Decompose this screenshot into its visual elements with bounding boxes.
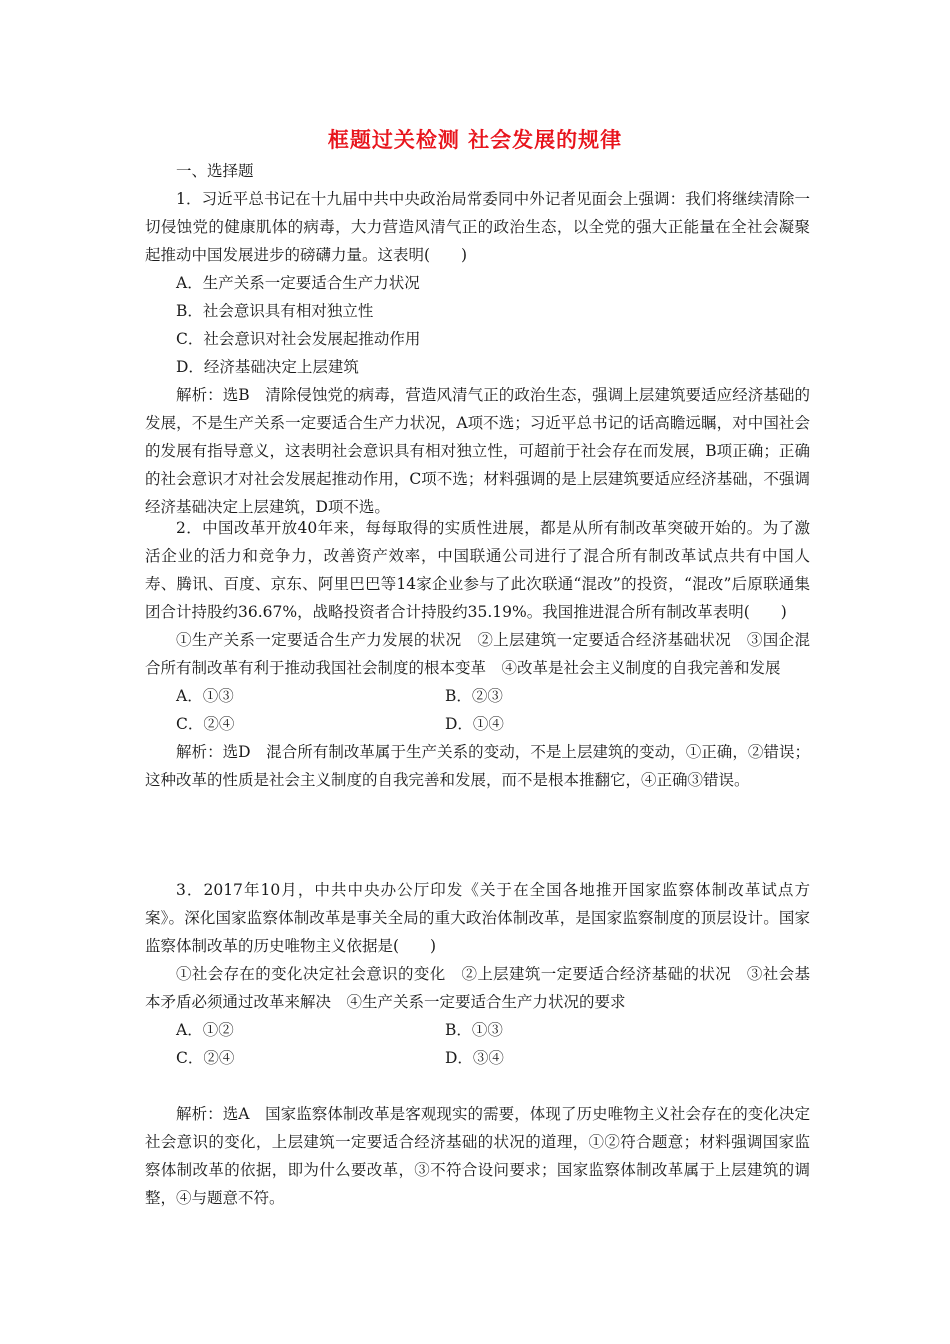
question-2-options-row-1: [145, 682, 810, 710]
question-3-option-c: C．②④: [176, 1049, 235, 1067]
question-2-option-d: D．①④: [445, 715, 504, 733]
question-3-options-row-1: [145, 1016, 810, 1044]
question-3-option-a: A．①②: [176, 1021, 234, 1039]
question-1-option-d: D．经济基础决定上层建筑: [176, 358, 359, 376]
question-1-stem: 1．习近平总书记在十九届中共中央政治局常委同中外记者见面会上强调：我们将继续清除一切侵蚀党的健康肌体的病毒，大力营造风清气正的政治生态，以全党的强大正能量在全社会凝聚起推动中国发展进步的磅礴力量。这表明( ): [145, 190, 810, 264]
question-1-analysis: 解析：选B 清除侵蚀党的病毒，营造风清气正的政治生态，强调上层建筑要适应经济基础的发展，不是生产关系一定要适合生产力状况，A项不选；习近平总书记的话高瞻远瞩，对中国社会的发展有指导意义，这表明社会意识具有相对独立性，可超前于社会存在而发展，B项正确；正确的社会意识才对社会发展起推动作用，C项不选；材料强调的是上层建筑要适应经济基础，不强调经济基础决定上层建筑，D项不选。: [145, 386, 810, 516]
question-1-option-b: B．社会意识具有相对独立性: [176, 302, 374, 320]
question-1-block: [145, 157, 810, 521]
question-2-analysis: 解析：选D 混合所有制改革属于生产关系的变动，不是上层建筑的变动，①正确，②错误；这种改革的性质是社会主义制度的自我完善和发展，而不是根本推翻它，④正确③错误。: [145, 743, 810, 789]
question-3-options-row-2: [145, 1044, 810, 1072]
question-3-option-d: D．③④: [445, 1049, 504, 1067]
page-title: 框题过关检测 社会发展的规律: [327, 128, 623, 152]
question-3-stem: 3．2017年10月，中共中央办公厅印发《关于在全国各地推开国家监察体制改革试点方案》。深化国家监察体制改革是事关全局的重大政治体制改革，是国家监察制度的顶层设计。国家监察体制改革的历史唯物主义依据是( ): [145, 881, 810, 955]
question-2-options-row-2: [145, 710, 810, 738]
question-1-option-c: C．社会意识对社会发展起推动作用: [176, 330, 421, 348]
question-2-option-a: A．①③: [176, 687, 234, 705]
question-3-option-b: B．①③: [445, 1021, 503, 1039]
question-2-statements: ①生产关系一定要适合生产力发展的状况 ②上层建筑一定要适合经济基础状况 ③国企混合所有制改革有利于推动我国社会制度的根本变革 ④改革是社会主义制度的自我完善和发展: [145, 631, 810, 677]
question-1-option-a: A．生产关系一定要适合生产力状况: [176, 274, 420, 292]
question-2-option-c: C．②④: [176, 715, 235, 733]
question-2-block: [145, 514, 810, 794]
question-3-statements: ①社会存在的变化决定社会意识的变化 ②上层建筑一定要适合经济基础的状况 ③社会基本矛盾必须通过改革来解决 ④生产关系一定要适合生产力状况的要求: [145, 965, 810, 1011]
question-2-option-b: B．②③: [445, 687, 503, 705]
spacer: [145, 1072, 810, 1100]
section-heading: 一、选择题: [176, 162, 254, 180]
question-3-block: [145, 876, 810, 1212]
question-3-analysis: 解析：选A 国家监察体制改革是客观现实的需要，体现了历史唯物主义社会存在的变化决定社会意识的变化，上层建筑一定要适合经济基础的状况的道理，①②符合题意；材料强调国家监察体制改革的依据，即为什么要改革，③不符合设问要求；国家监察体制改革属于上层建筑的调整，④与题意不符。: [145, 1105, 810, 1207]
question-2-stem: 2．中国改革开放40年来，每每取得的实质性进展，都是从所有制改革突破开始的。为了激活企业的活力和竞争力，改善资产效率，中国联通公司进行了混合所有制改革试点共有中国人寿、腾讯、百度、京东、阿里巴巴等14家企业参与了此次联通“混改”的投资，“混改”后原联通集团合计持股约36.67%，战略投资者合计持股约35.19%。我国推进混合所有制改革表明( ): [145, 519, 810, 621]
